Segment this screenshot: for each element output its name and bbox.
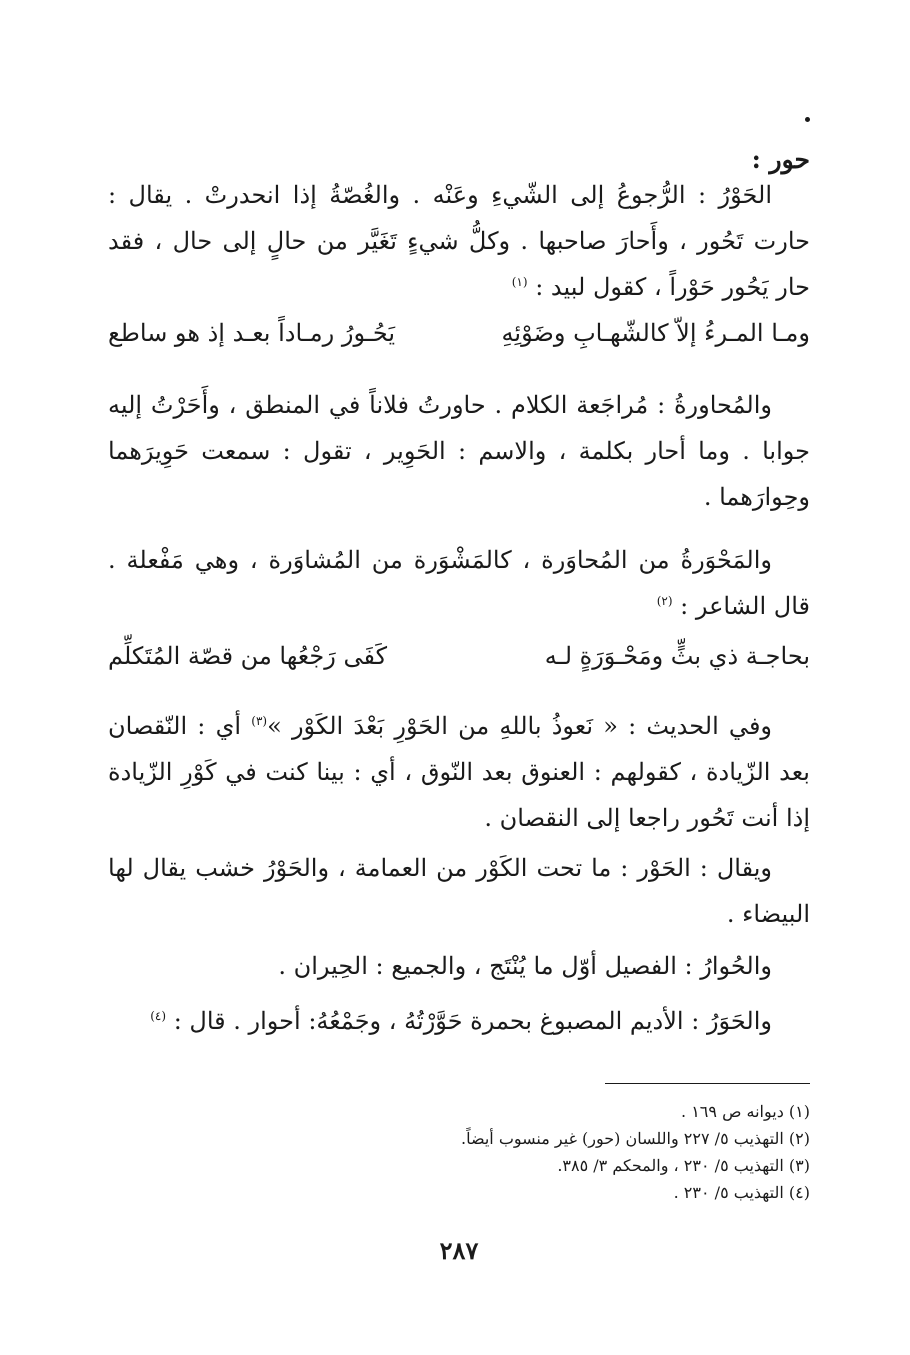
footnote-item: (٢) التهذيب ٥/ ٢٢٧ واللسان (حور) غير منسوب أيضاً. [461, 1129, 810, 1148]
footnotes-list [108, 1098, 810, 1206]
paragraph-hadith [108, 703, 810, 841]
page-number: ٢٨٧ [439, 1236, 479, 1265]
dictionary-page [108, 0, 810, 1355]
paragraph-mahwara [108, 537, 810, 629]
footnote-item: (١) ديوانه ص ١٦٩ . [681, 1102, 810, 1121]
footnote-ref: (٢) [656, 594, 673, 608]
verse-second-hemistich: كَفَى رَجْعُها من قصّة المُتَكلِّم [108, 642, 388, 670]
footnote-divider [605, 1083, 810, 1084]
footnote-item: (٣) التهذيب ٥/ ٢٣٠ ، والمحكم ٣/ ٣٨٥. [557, 1156, 810, 1175]
footnote-ref: (٤) [150, 1009, 167, 1023]
paragraph-hawr-definition [108, 172, 810, 310]
paragraph-text: وفي الحديث : « نَعوذُ باللهِ من الحَوْرِ بَعْدَ الكَوْر » [267, 712, 773, 740]
footnote-item: (٤) التهذيب ٥/ ٢٣٠ . [673, 1183, 810, 1202]
paragraph-text: والمَحْوَرةُ من المُحاوَرة ، كالمَشْوَرة من المُشاوَرة ، وهي مَفْعلة . قال الشاعر : [108, 546, 810, 620]
paragraph-muhawara: والمُحاورةُ : مُراجَعة الكلام . حاورتُ فلاناً في المنطق ، وأَحَرْتُ إليه جوابا . وما أحار بكلمة ، والاسم : الحَوِير ، تقول : سمعت حَوِيرَهما وحِوارَهما . [108, 391, 810, 511]
entry-heading: حور : [751, 145, 810, 174]
paragraph-text: والحَوَرُ : الأديم المصبوغ بحمرة حَوَّرْتُهُ ، وجَمْعُهُ: أحوار . قال : [173, 1007, 772, 1035]
paragraph-text: الحَوْرُ : الرُّجوعُ إلى الشّيءِ وعَنْه . والغُصّةُ إذا انحدرتْ . يقال : حارت تَحُور ، وأَحارَ صاحبها . وكلُّ شيءٍ تَغَيَّر من حالٍ إلى حال ، فقد حار يَحُور حَوْراً ، كقول لبيد : [108, 181, 810, 301]
bullet-dot [805, 117, 810, 122]
verse-labid [108, 313, 810, 353]
footnote-ref: (١) [511, 275, 528, 289]
verse-first-hemistich: بحاجـة ذي بثٍّ ومَحْـوَرَةٍ لـه [544, 642, 810, 670]
paragraph-hawar [108, 998, 810, 1044]
verse-second-hemistich: يَحُـورُ رمـاداً بعـد إذ هو ساطع [108, 319, 396, 347]
verse-poet [108, 636, 810, 676]
paragraph-hawr-amama: ويقال : الحَوْر : ما تحت الكَوْر من العمامة ، والحَوْرُ خشب يقال لها البيضاء . [108, 854, 810, 928]
paragraph-text: أي : النّقصان بعد الزّيادة ، كقولهم : العنوق بعد النّوق ، أي : بينا كنت في كَوْرِ الزّيادة إذا أنت تَحُور راجعا إلى النقصان . [108, 712, 810, 832]
paragraph-huwar: والحُوارُ : الفصيل أوّل ما يُنْتَج ، والجميع : الحِيران . [278, 952, 772, 980]
verse-first-hemistich: ومـا المـرءُ إلاّ كالشّهـابِ وضَوْئِهِ [501, 319, 810, 347]
footnote-ref: (٣) [251, 714, 268, 728]
